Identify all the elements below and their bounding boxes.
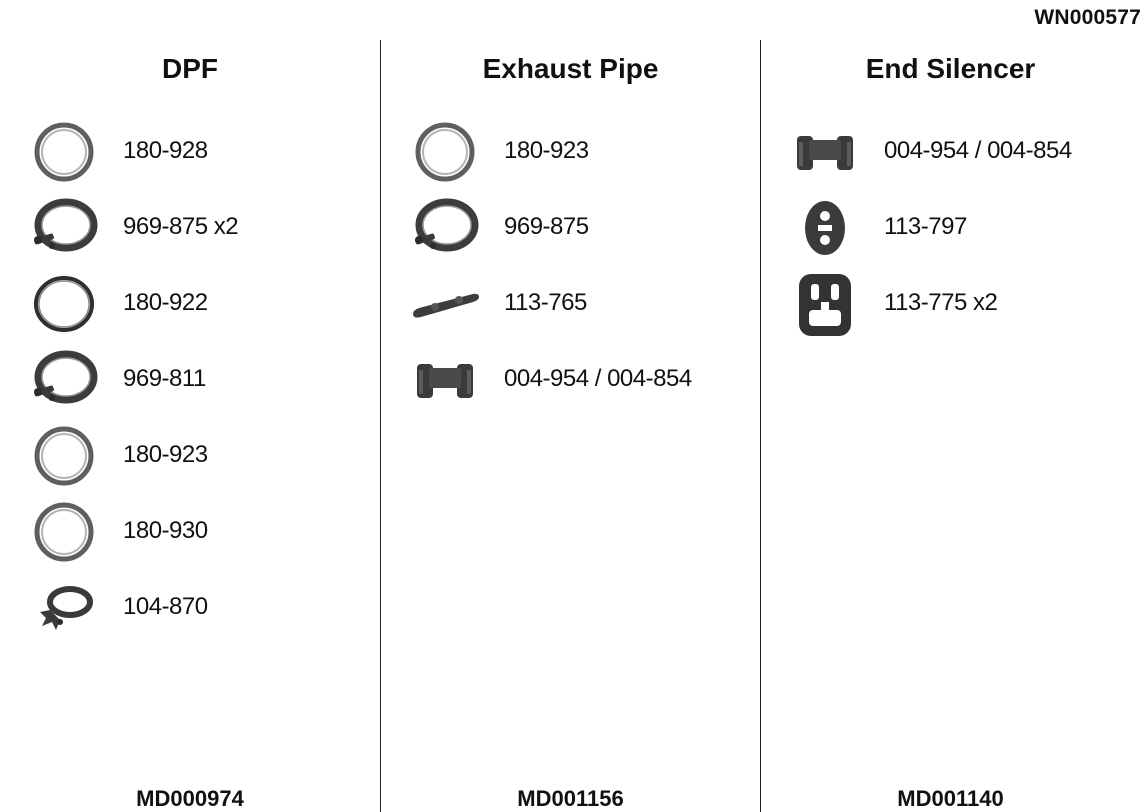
column-exhaust-pipe: [380, 40, 760, 812]
part-item: [0, 268, 380, 344]
pipe-clamp-icon: [26, 576, 102, 640]
part-item: [0, 572, 380, 648]
part-number: 104-870: [123, 593, 208, 620]
gasket-ring-icon: [407, 120, 483, 184]
rubber-mount-icon: [407, 348, 483, 412]
rubber-block-hanger-icon: [787, 272, 863, 336]
column-title: DPF: [162, 53, 218, 84]
parts-list: [381, 116, 760, 420]
part-item: [761, 268, 1147, 344]
v-band-clamp-icon: [26, 196, 102, 260]
part-number: 969-811: [123, 365, 206, 392]
part-item: [761, 192, 1147, 268]
gasket-ring-icon: [26, 424, 102, 488]
gasket-ring-icon: [26, 500, 102, 564]
column-title: End Silencer: [865, 53, 1036, 84]
part-number: 180-923: [504, 137, 589, 164]
column-dpf: [0, 40, 380, 812]
part-item: [761, 116, 1147, 192]
column-footer-code: MD000974: [136, 786, 244, 811]
part-item: [0, 420, 380, 496]
part-item: [0, 496, 380, 572]
part-number: 113-797: [884, 213, 967, 240]
sealing-ring-icon: [26, 272, 102, 336]
part-number: 969-875: [504, 213, 589, 240]
bracket-strip-icon: [407, 272, 483, 336]
column-end-silencer: [760, 40, 1147, 812]
gasket-ring-icon: [26, 120, 102, 184]
v-band-clamp-icon: [26, 348, 102, 412]
part-item: [0, 116, 380, 192]
part-item: [381, 344, 760, 420]
part-item: [381, 268, 760, 344]
part-number: 180-928: [123, 137, 208, 164]
part-number: 113-775 x2: [884, 289, 998, 316]
column-footer-code: MD001140: [897, 786, 1004, 811]
part-number: 180-923: [123, 441, 208, 468]
rubber-hanger-icon: [787, 196, 863, 260]
column-title: Exhaust Pipe: [482, 53, 659, 84]
part-item: [0, 344, 380, 420]
part-number: 969-875 x2: [123, 213, 239, 240]
part-number: 180-930: [123, 517, 208, 544]
part-number: 113-765: [504, 289, 587, 316]
part-item: [0, 192, 380, 268]
part-number: 180-922: [123, 289, 208, 316]
reference-number: WN000577: [1034, 6, 1141, 29]
v-band-clamp-icon: [407, 196, 483, 260]
part-item: [381, 192, 760, 268]
column-footer-code: MD001156: [517, 786, 624, 811]
rubber-mount-icon: [787, 120, 863, 184]
part-item: [381, 116, 760, 192]
part-number: 004-954 / 004-854: [504, 365, 692, 392]
part-number: 004-954 / 004-854: [884, 137, 1072, 164]
parts-list: [0, 116, 380, 648]
parts-list: [761, 116, 1147, 344]
